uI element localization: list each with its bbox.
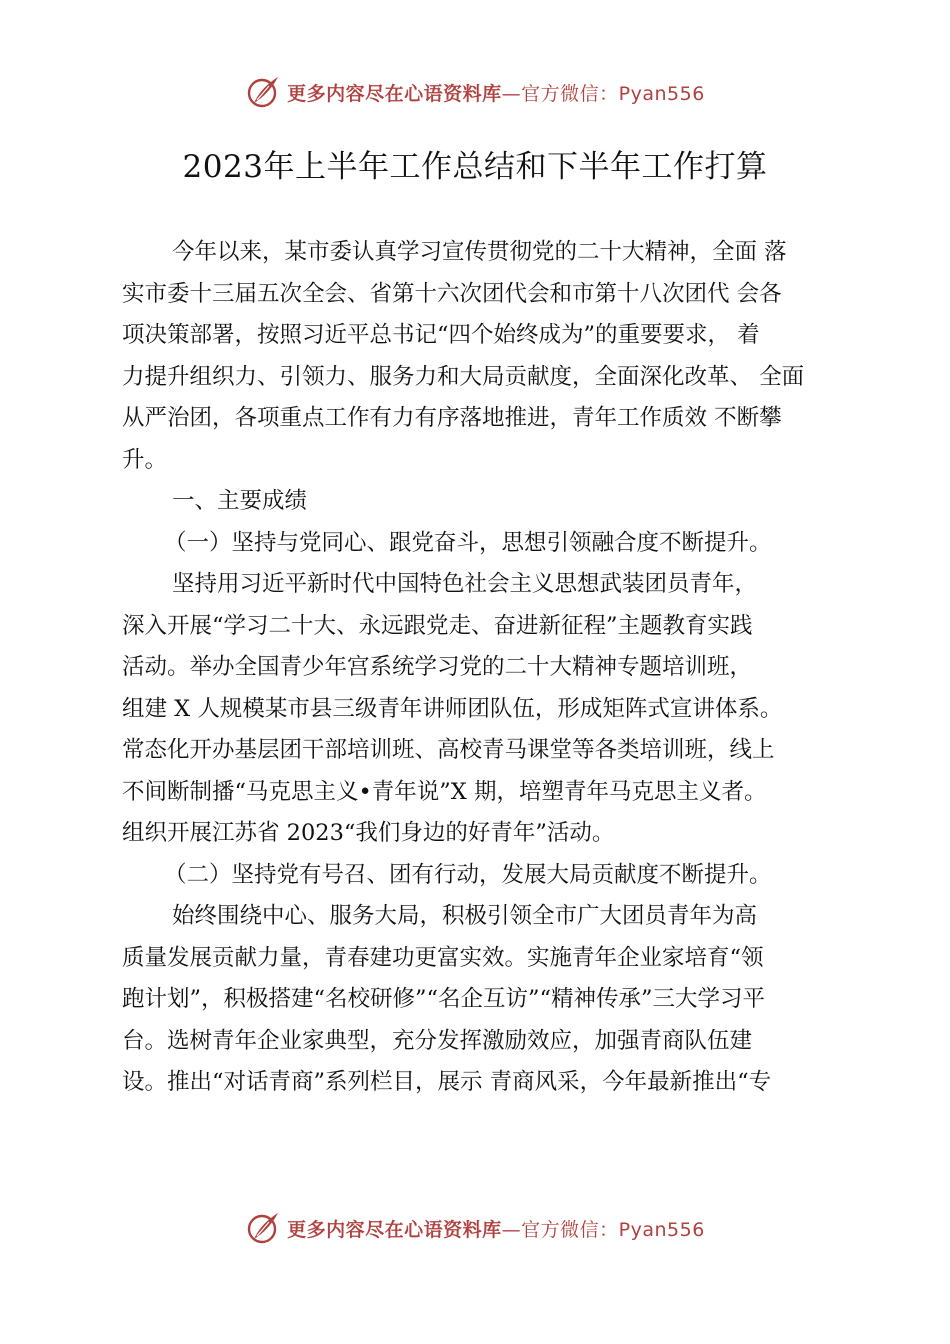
body-line: 组建 X 人规模某市县三级青年讲师团队伍，形成矩阵式宣讲体系。 [122,695,783,722]
body-line: 坚持用习近平新时代中国特色社会主义思想武装团员青年， [172,571,758,597]
banner-brand: 更多内容尽在心语资料库 [287,1218,502,1241]
banner-text [287,79,705,106]
body-line: 从严治团，各项重点工作有力有序落地推进，青年工作质效 不断攀 [122,405,782,431]
banner-text [287,1215,705,1242]
quill-logo-icon [245,1210,281,1246]
footer-watermark-banner [0,1208,950,1248]
body-line: 组织开展江苏省 2023“我们身边的好青年”活动。 [122,820,615,846]
subsection-heading: （二）坚持党有号召、团有行动，发展大局贡献度不断提升。 [164,861,772,888]
body-line: 深入开展“学习二十大、永远跟党走、奋进新征程”主题教育实践 [122,612,753,639]
quill-logo-icon [245,74,281,110]
body-line: 活动。举办全国青少年宫系统学习党的二十大精神专题培训班， [122,654,753,680]
body-line: 力提升组织力、引领力、服务力和大局贡献度，全面深化改革、 全面 [122,363,805,390]
section-heading: 一、主要成绩 [172,488,308,514]
body-line: 项决策部署，按照习近平总书记“四个始终成为”的重要要求， 着 [122,322,760,348]
body-line: 不间断制播“马克思主义•青年说”X 期，培塑青年马克思主义者。 [122,778,767,805]
banner-contact: —官方微信：Pyan556 [501,1218,705,1241]
body-line: 始终围绕中心、服务大局，积极引领全市广大团员青年为高 [172,903,758,929]
banner-brand: 更多内容尽在心语资料库 [287,82,502,105]
body-line: 升。 [122,446,168,473]
banner-contact: —官方微信：Pyan556 [501,82,705,105]
subsection-heading: （一）坚持与党同心、跟党奋斗，思想引领融合度不断提升。 [164,529,772,556]
body-line: 台。选树青年企业家典型，充分发挥激励效应，加强青商队伍建 [122,1027,753,1054]
body-line: 常态化开办基层团干部培训班、高校青马课堂等各类培训班，线上 [122,737,775,763]
header-watermark-banner [0,72,950,112]
body-line: 设。推出“对话青商”系列栏目，展示 青商风采，今年最新推出“专 [122,1069,772,1095]
body-line: 质量发展贡献力量，青春建功更富实效。实施青年企业家培育“领 [122,944,764,971]
document-body [122,232,838,1104]
body-line: 实市委十三届五次全会、省第十六次团代会和市第十八次团代 会各 [122,280,782,307]
body-line: 跑计划”，积极搭建“名校研修”“名企互访”“精神传承”三大学习平 [122,986,766,1012]
body-line: 今年以来，某市委认真学习宣传贯彻党的二十大精神，全面 落 [172,239,787,265]
document-title: 2023年上半年工作总结和下半年工作打算 [182,149,768,185]
